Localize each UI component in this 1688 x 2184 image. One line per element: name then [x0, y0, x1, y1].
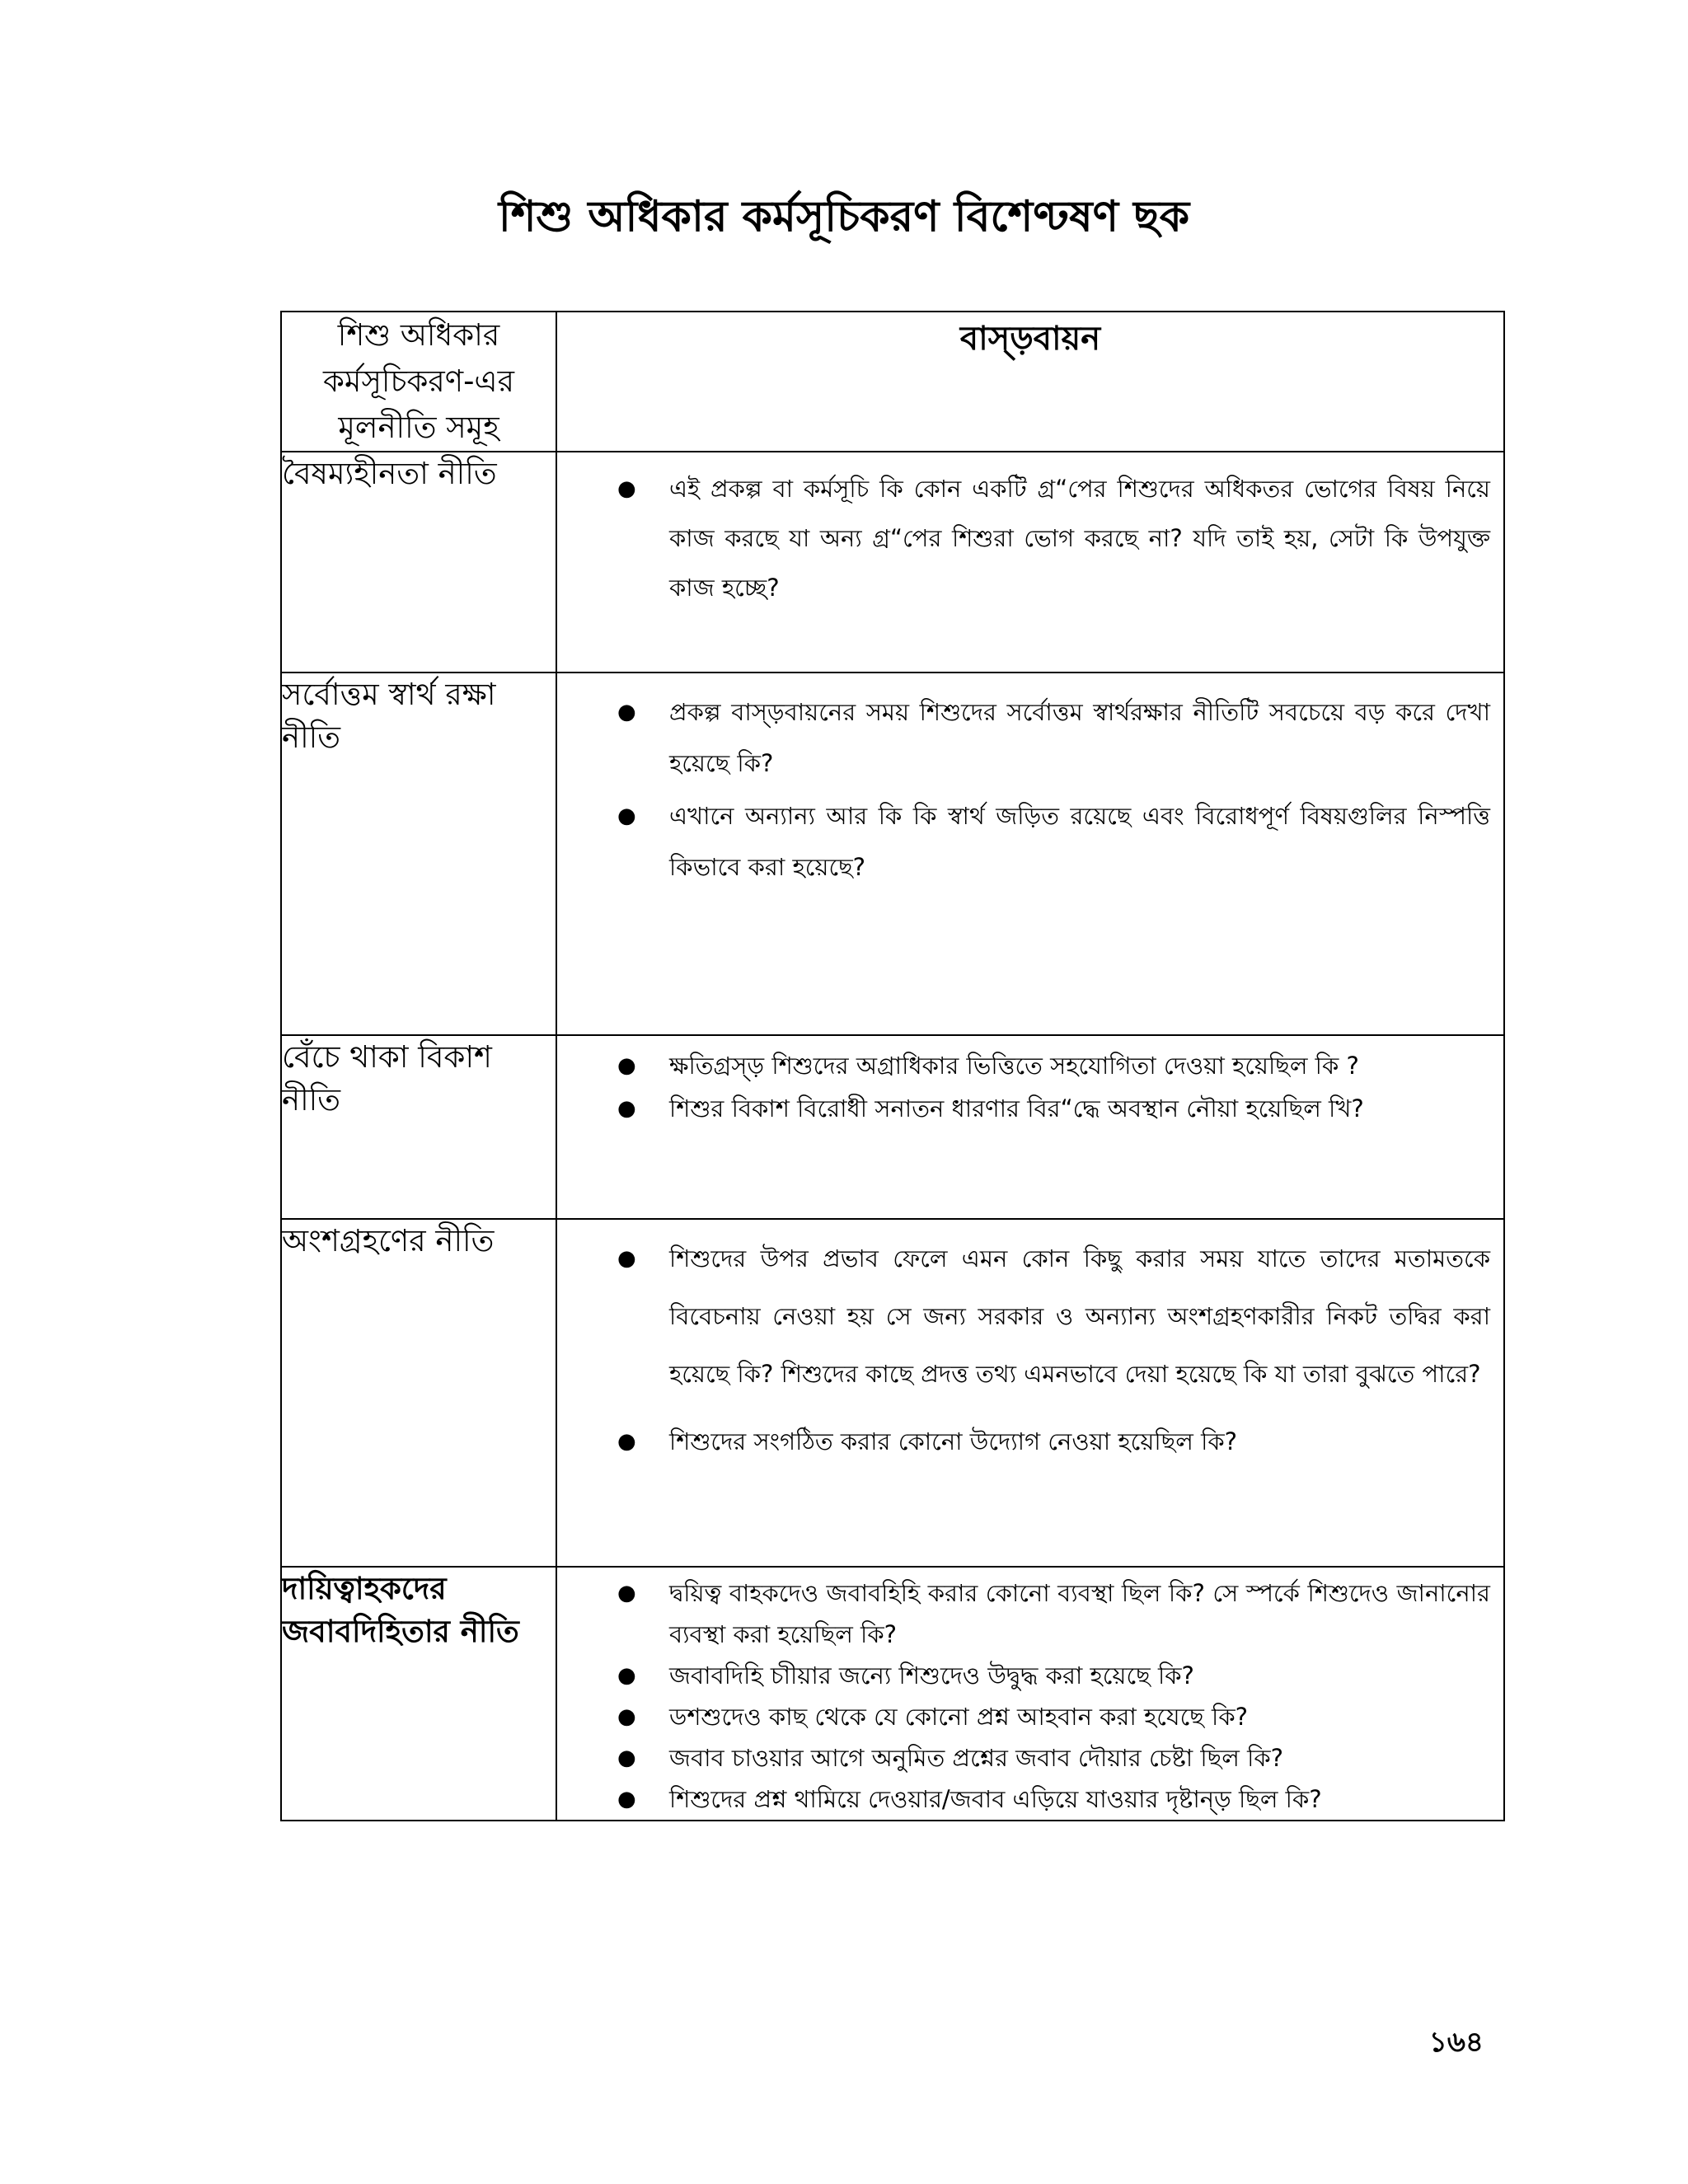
principle-cell: বৈষম্যহীনতা নীতি [281, 452, 556, 673]
analysis-table [280, 311, 1505, 1821]
table-row [281, 1567, 1504, 1821]
list-item [557, 464, 1503, 612]
questions-cell [556, 452, 1504, 673]
list-item [557, 1572, 1503, 1655]
principle-cell: দায়িত্বাহকদের জবাবদিহিতার নীতি [281, 1567, 556, 1821]
list-item [557, 1230, 1503, 1403]
bullet-icon: ● [617, 1704, 636, 1729]
table-row [281, 452, 1504, 673]
question-text: জবাবদিহি চাীয়ার জন্যে শিশুদেও উদ্বুদ্ধ করা হয়েছে কি? [669, 1661, 1194, 1690]
list-item [557, 1087, 1503, 1130]
principle-cell: বেঁচে থাকা বিকাশ নীতি [281, 1035, 556, 1219]
list-item [557, 1044, 1503, 1087]
list-item [557, 1779, 1503, 1820]
bullet-icon: ● [617, 476, 636, 501]
list-item [557, 687, 1503, 789]
question-text: এখানে অন্যান্য আর কি কি স্বার্থ জড়িত রয়েছে এবং বিরোধপূর্ণ বিষয়গুলির নিস্পত্তি কিভাবে করা হয়েছে? [669, 802, 1490, 881]
question-text: শিশুদের সংগঠিত করার কোনো উদ্যোগ নেওয়া হয়েছিল কি? [669, 1427, 1238, 1455]
questions-cell [556, 1567, 1504, 1821]
list-item [557, 1696, 1503, 1737]
principle-cell: সর্বোত্তম স্বার্থ রক্ষা নীতি [281, 673, 556, 1035]
list-item [557, 1413, 1503, 1470]
question-text: ডশশুদেও কাছ থেকে যে কোনো প্রশ্ন আহবান করা হযেছে কি? [669, 1703, 1249, 1731]
table-row [281, 673, 1504, 1035]
question-list [557, 1220, 1503, 1470]
questions-cell [556, 1035, 1504, 1219]
bullet-icon: ● [617, 1096, 636, 1121]
question-list [557, 1036, 1503, 1130]
question-list [557, 452, 1503, 612]
question-text: এই প্রকল্প বা কর্মসূচি কি কোন একটি গ্র“পের শিশুদের অধিকতর ভোগের বিষয় নিয়ে কাজ করছে যা অন্য গ্র“পের শিশুরা ভোগ করছে না? যদি তাই হয়, সেটা কি উপযুক্ত কাজ হচ্ছে? [669, 475, 1490, 602]
header-implementation: বাস্ড়বায়ন [556, 312, 1504, 452]
page-number: ১৬৪ [1428, 2026, 1484, 2059]
list-item [557, 1655, 1503, 1696]
bullet-icon: ● [617, 1787, 636, 1811]
table-row [281, 1035, 1504, 1219]
header-principles: শিশু অধিকার কর্মসূচিকরণ-এর মূলনীতি সমূহ [281, 312, 556, 452]
question-text: শিশুদের প্রশ্ন থামিয়ে দেওয়ার/জবাব এড়িয়ে যাওয়ার দৃষ্টান্ড় ছিল কি? [669, 1785, 1322, 1813]
bullet-icon: ● [617, 1429, 636, 1454]
question-list [557, 1568, 1503, 1820]
questions-cell [556, 673, 1504, 1035]
bullet-icon: ● [617, 700, 636, 724]
table-row [281, 1219, 1504, 1567]
bullet-icon: ● [617, 1746, 636, 1770]
principle-cell: অংশগ্রহণের নীতি [281, 1219, 556, 1567]
bullet-icon: ● [617, 804, 636, 828]
question-text: শিশুদের উপর প্রভাব ফেলে এমন কোন কিছু করার সময় যাতে তাদের মতামতকে বিবেচনায় নেওয়া হয় সে জন্য সরকার ও অন্যান্য অংশগ্রহণকারীর নিকট তদ্বির করা হয়েছে কি? শিশুদের কাছে প্রদত্ত তথ্য এমনভাবে দেয়া হয়েছে কি যা তারা বুঝতে পারে? [669, 1244, 1490, 1388]
table-header-row [281, 312, 1504, 452]
bullet-icon: ● [617, 1581, 636, 1605]
bullet-icon: ● [617, 1246, 636, 1271]
questions-cell [556, 1219, 1504, 1567]
list-item [557, 1737, 1503, 1779]
page-title: শিশু অধিকার কর্মসূচিকরণ বিশেণ্ঢষণ ছক [498, 192, 1190, 241]
question-text: প্রকল্প বাস্ড়বায়নের সময় শিশুদের সর্বোত্তম স্বার্থরক্ষার নীতিটি সবচেয়ে বড় করে দেখা হয়েছে কি? [669, 698, 1490, 777]
bullet-icon: ● [617, 1663, 636, 1688]
question-text: দ্বয়িত্ব বাহকদেও জবাবহিহি করার কোনো ব্যবস্থা ছিল কি? সে স্পর্কে শিশুদেও জানানোর ব্যবস্থা করা হয়েছিল কি? [669, 1579, 1490, 1648]
list-item [557, 790, 1503, 893]
bullet-icon: ● [617, 1053, 636, 1078]
question-text: শিশুর বিকাশ বিরোধী সনাতন ধারণার বির“দ্ধে অবস্থান নৌয়া হয়েছিল খি? [669, 1094, 1364, 1122]
question-list [557, 673, 1503, 893]
question-text: জবাব চাওয়ার আগে অনুমিত প্রশ্নের জবাব দৌয়ার চেষ্টা ছিল কি? [669, 1744, 1284, 1772]
question-text: ক্ষতিগ্রস্ড় শিশুদের অগ্রাধিকার ভিত্তিতে সহযোগিতা দেওয়া হয়েছিল কি ? [669, 1052, 1359, 1080]
